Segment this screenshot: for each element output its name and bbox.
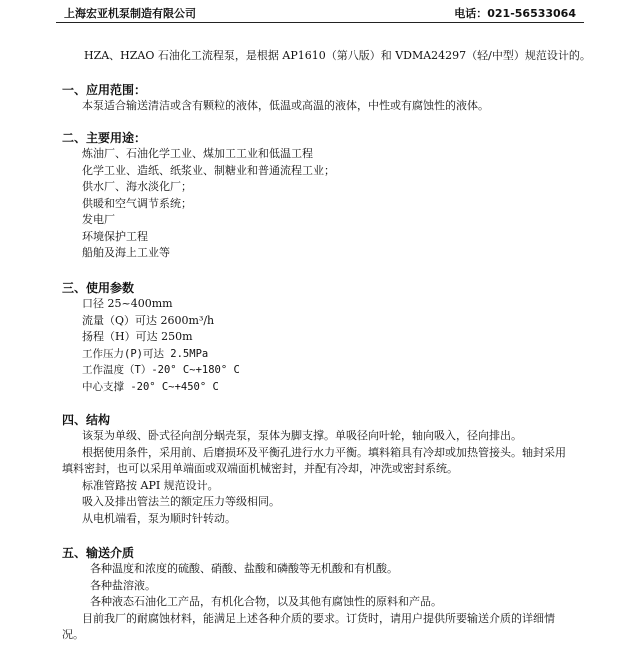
list-item: 化学工业、造纸、纸浆业、制糖业和普通流程工业； bbox=[82, 163, 335, 177]
list-item: 中心支撑 -20° C~+450° C bbox=[82, 380, 219, 393]
list-item: 工作压力(P)可达 2.5MPa bbox=[82, 347, 209, 360]
list-item: 口径 25~400mm bbox=[82, 297, 173, 310]
text-line: 标准管路按 API 规范设计。 bbox=[82, 478, 219, 492]
text-line: 况。 bbox=[62, 628, 84, 641]
section-title: 五、输送介质 bbox=[62, 546, 135, 560]
section-media bbox=[62, 545, 582, 644]
section-uses bbox=[62, 130, 582, 262]
text-line: 各种温度和浓度的硫酸、硝酸、盐酸和磷酸等无机酸和有机酸。 bbox=[90, 562, 398, 575]
section-scope bbox=[62, 82, 582, 115]
text-line: 吸入及排出管法兰的额定压力等级相同。 bbox=[82, 495, 280, 508]
uses-list bbox=[62, 146, 582, 262]
list-item: 扬程（H）可达 250m bbox=[82, 330, 193, 343]
scope-text: 本泵适合输送清洁或含有颗粒的液体，低温或高温的液体，中性或有腐蚀性的液体。 bbox=[82, 99, 489, 112]
list-item: 炼油厂、石油化学工业、煤加工工业和低温工程 bbox=[82, 147, 313, 160]
structure-text bbox=[62, 428, 582, 527]
text-line: 该泵为单级、卧式径向剖分蜗壳泵，泵体为脚支撑。单吸径向叶轮，轴向吸入，径向排出。 bbox=[82, 429, 522, 442]
section-title: 三、使用参数 bbox=[62, 281, 135, 295]
section-title: 二、主要用途： bbox=[62, 131, 147, 145]
text-line: 填料密封，也可以采用单端面或双端面机械密封，并配有冷却，冲洗或密封系统。 bbox=[62, 462, 458, 475]
section-title: 一、应用范围： bbox=[62, 83, 147, 97]
list-item: 流量（Q）可达 2600m³/h bbox=[82, 313, 215, 327]
company-name: 上海宏亚机泵制造有限公司 bbox=[64, 7, 196, 20]
section-structure bbox=[62, 412, 582, 527]
params-list bbox=[62, 296, 582, 395]
list-item: 供水厂、海水淡化厂； bbox=[82, 180, 192, 193]
section-params bbox=[62, 280, 582, 395]
text-line: 各种盐溶液。 bbox=[90, 578, 156, 592]
list-item: 工作温度（T）-20° C~+180° C bbox=[82, 364, 240, 376]
section-text bbox=[62, 98, 582, 115]
phone-number: 电话：021-56533064 bbox=[454, 7, 576, 20]
header-divider bbox=[56, 22, 584, 23]
text-line: 从电机端看，泵为顺时针转动。 bbox=[82, 511, 236, 525]
text-line: 各种液态石油化工产品，有机化合物，以及其他有腐蚀性的原料和产品。 bbox=[90, 595, 442, 608]
text-line: 根据使用条件，采用前、后磨损环及平衡孔进行水力平衡。填料箱具有冷却或加热管接头。轴封采用 bbox=[82, 445, 566, 459]
section-title: 四、结构 bbox=[62, 413, 111, 427]
intro-paragraph: HZA、HZAO 石油化工流程泵，是根据 AP1610（第八版）和 VDMA24297（轻/中型）规范设计的。 bbox=[84, 49, 591, 62]
list-item: 船舶及海上工业等 bbox=[82, 246, 170, 259]
list-item: 环境保护工程 bbox=[82, 229, 148, 243]
list-item: 发电厂 bbox=[82, 213, 115, 226]
list-item: 供暖和空气调节系统； bbox=[82, 196, 192, 210]
media-text bbox=[62, 561, 582, 644]
page-header bbox=[64, 6, 576, 22]
text-line: 目前我厂的耐腐蚀材料，能满足上述各种介质的要求。订货时，请用户提供所要输送介质的详细情 bbox=[82, 611, 555, 625]
